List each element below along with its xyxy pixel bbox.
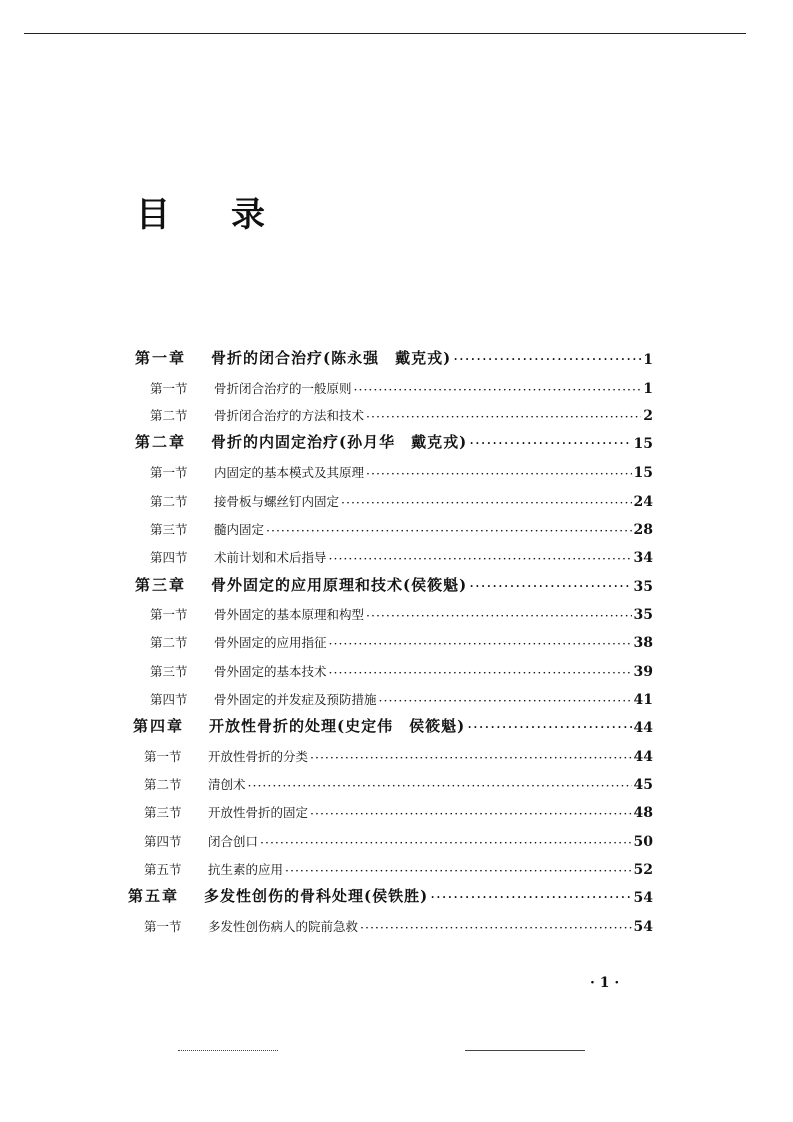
toc-chapter-row[interactable] xyxy=(128,884,653,906)
toc-title: 术前计划和术后指导 xyxy=(214,550,327,565)
toc-label: 第一章 xyxy=(135,349,187,367)
dot-leader xyxy=(266,523,632,538)
dot-leader xyxy=(379,693,632,708)
toc-page-number: 2 xyxy=(643,408,653,424)
toc-title: 骨折的内固定治疗(孙月华 戴克戎) xyxy=(211,433,468,451)
toc-page-number: 1 xyxy=(643,352,653,368)
toc-section-row[interactable] xyxy=(144,799,653,821)
toc-title: 骨外固定的基本技术 xyxy=(214,664,327,679)
toc-label: 第三章 xyxy=(135,576,187,594)
toc-page-number: 38 xyxy=(633,635,653,651)
toc-section-row[interactable] xyxy=(150,544,653,566)
toc-page-number: 15 xyxy=(633,465,653,481)
toc-title: 骨外固定的并发症及预防措施 xyxy=(214,692,377,707)
toc-section-row[interactable] xyxy=(144,913,653,935)
toc-label: 第二节 xyxy=(150,635,188,650)
toc-title: 接骨板与螺丝钉内固定 xyxy=(214,494,340,509)
toc-page-number: 52 xyxy=(633,862,653,878)
toc-label: 第一节 xyxy=(144,919,182,934)
toc-label: 第四章 xyxy=(133,717,185,735)
toc-page-number: 35 xyxy=(633,579,653,595)
dot-leader xyxy=(285,863,632,878)
toc-title: 骨折闭合治疗的方法和技术 xyxy=(214,408,365,423)
scan-artifact xyxy=(178,1050,278,1051)
top-rule xyxy=(24,33,746,34)
toc-page-number: 44 xyxy=(633,749,653,765)
toc-title: 多发性创伤病人的院前急救 xyxy=(208,919,359,934)
toc-chapter-row[interactable] xyxy=(135,573,653,595)
toc-page-number: 48 xyxy=(633,805,653,821)
toc-page-number: 39 xyxy=(633,664,653,680)
dot-leader xyxy=(366,409,641,424)
toc-title: 骨外固定的应用原理和技术(侯筱魁) xyxy=(211,576,468,594)
toc-chapter-row[interactable] xyxy=(135,430,653,452)
toc-section-row[interactable] xyxy=(144,771,653,793)
scan-artifact xyxy=(465,1050,585,1051)
dot-leader xyxy=(354,382,642,397)
toc-label: 第三节 xyxy=(150,664,188,679)
toc-label: 第二节 xyxy=(150,494,188,509)
toc-page-number: 41 xyxy=(633,692,653,708)
toc-title: 清创术 xyxy=(208,777,246,792)
dot-leader xyxy=(430,888,631,906)
toc-label: 第三节 xyxy=(144,805,182,820)
toc-section-row[interactable] xyxy=(144,828,653,850)
dot-leader xyxy=(329,665,632,680)
toc-page-number: 45 xyxy=(633,777,653,793)
toc-title: 髓内固定 xyxy=(214,522,265,537)
dot-leader xyxy=(469,434,631,452)
toc-page-number: 44 xyxy=(633,720,653,736)
toc-title: 骨外固定的应用指征 xyxy=(214,635,327,650)
toc-label: 第四节 xyxy=(150,692,188,707)
dot-leader xyxy=(310,750,632,765)
dot-leader xyxy=(310,806,632,821)
toc-section-row[interactable] xyxy=(150,459,653,481)
title-char-2: 录 xyxy=(231,195,265,235)
dot-leader xyxy=(341,495,632,510)
toc-section-row[interactable] xyxy=(150,658,653,680)
toc-chapter-row[interactable] xyxy=(135,346,653,368)
toc-label: 第一节 xyxy=(150,465,188,480)
toc-page-number: 54 xyxy=(633,890,653,906)
toc-label: 第五节 xyxy=(144,862,182,877)
toc-page-number: 28 xyxy=(633,522,653,538)
dot-leader xyxy=(329,551,632,566)
toc-section-row[interactable] xyxy=(150,601,653,623)
toc-label: 第一节 xyxy=(150,381,188,396)
toc-page-number: 54 xyxy=(633,919,653,935)
toc-section-row[interactable] xyxy=(150,375,653,397)
dot-leader xyxy=(467,718,631,736)
toc-label: 第五章 xyxy=(128,887,180,905)
toc-section-row[interactable] xyxy=(150,686,653,708)
toc-label: 第一节 xyxy=(144,749,182,764)
toc-title: 骨折闭合治疗的一般原则 xyxy=(214,381,352,396)
dot-leader xyxy=(469,577,631,595)
page-number: · 1 · xyxy=(590,975,620,991)
toc-page-number: 1 xyxy=(643,381,653,397)
dot-leader xyxy=(248,778,632,793)
toc-title: 开放性骨折的分类 xyxy=(208,749,309,764)
toc-label: 第四节 xyxy=(150,550,188,565)
dot-leader xyxy=(366,608,632,623)
dot-leader xyxy=(366,466,632,481)
toc-section-row[interactable] xyxy=(144,743,653,765)
toc-label: 第二章 xyxy=(135,433,187,451)
toc-chapter-row[interactable] xyxy=(133,714,653,736)
toc-section-row[interactable] xyxy=(150,629,653,651)
toc-label: 第四节 xyxy=(144,834,182,849)
toc-title: 内固定的基本模式及其原理 xyxy=(214,465,365,480)
title-char-1: 目 xyxy=(136,195,170,235)
dot-leader xyxy=(360,920,632,935)
toc-title: 多发性创伤的骨科处理(侯铁胜) xyxy=(204,887,429,905)
toc-page-number: 50 xyxy=(633,834,653,850)
toc-section-row[interactable] xyxy=(150,516,653,538)
toc-section-row[interactable] xyxy=(144,856,653,878)
toc-label: 第二节 xyxy=(144,777,182,792)
toc-page-number: 34 xyxy=(633,550,653,566)
toc-title: 开放性骨折的固定 xyxy=(208,805,309,820)
toc-title: 骨外固定的基本原理和构型 xyxy=(214,607,365,622)
toc-label: 第三节 xyxy=(150,522,188,537)
toc-label: 第二节 xyxy=(150,408,188,423)
toc-title: 开放性骨折的处理(史定伟 侯筱魁) xyxy=(209,717,466,735)
dot-leader xyxy=(453,350,641,368)
toc-title: 抗生素的应用 xyxy=(208,862,284,877)
toc-section-row[interactable] xyxy=(150,402,653,424)
toc-title: 闭合创口 xyxy=(208,834,259,849)
toc-title: 骨折的闭合治疗(陈永强 戴克戎) xyxy=(211,349,452,367)
toc-section-row[interactable] xyxy=(150,488,653,510)
toc-label: 第一节 xyxy=(150,607,188,622)
toc-page-number: 35 xyxy=(633,607,653,623)
toc-page-number: 24 xyxy=(633,494,653,510)
dot-leader xyxy=(329,636,632,651)
dot-leader xyxy=(260,835,632,850)
toc-page-number: 15 xyxy=(633,436,653,452)
